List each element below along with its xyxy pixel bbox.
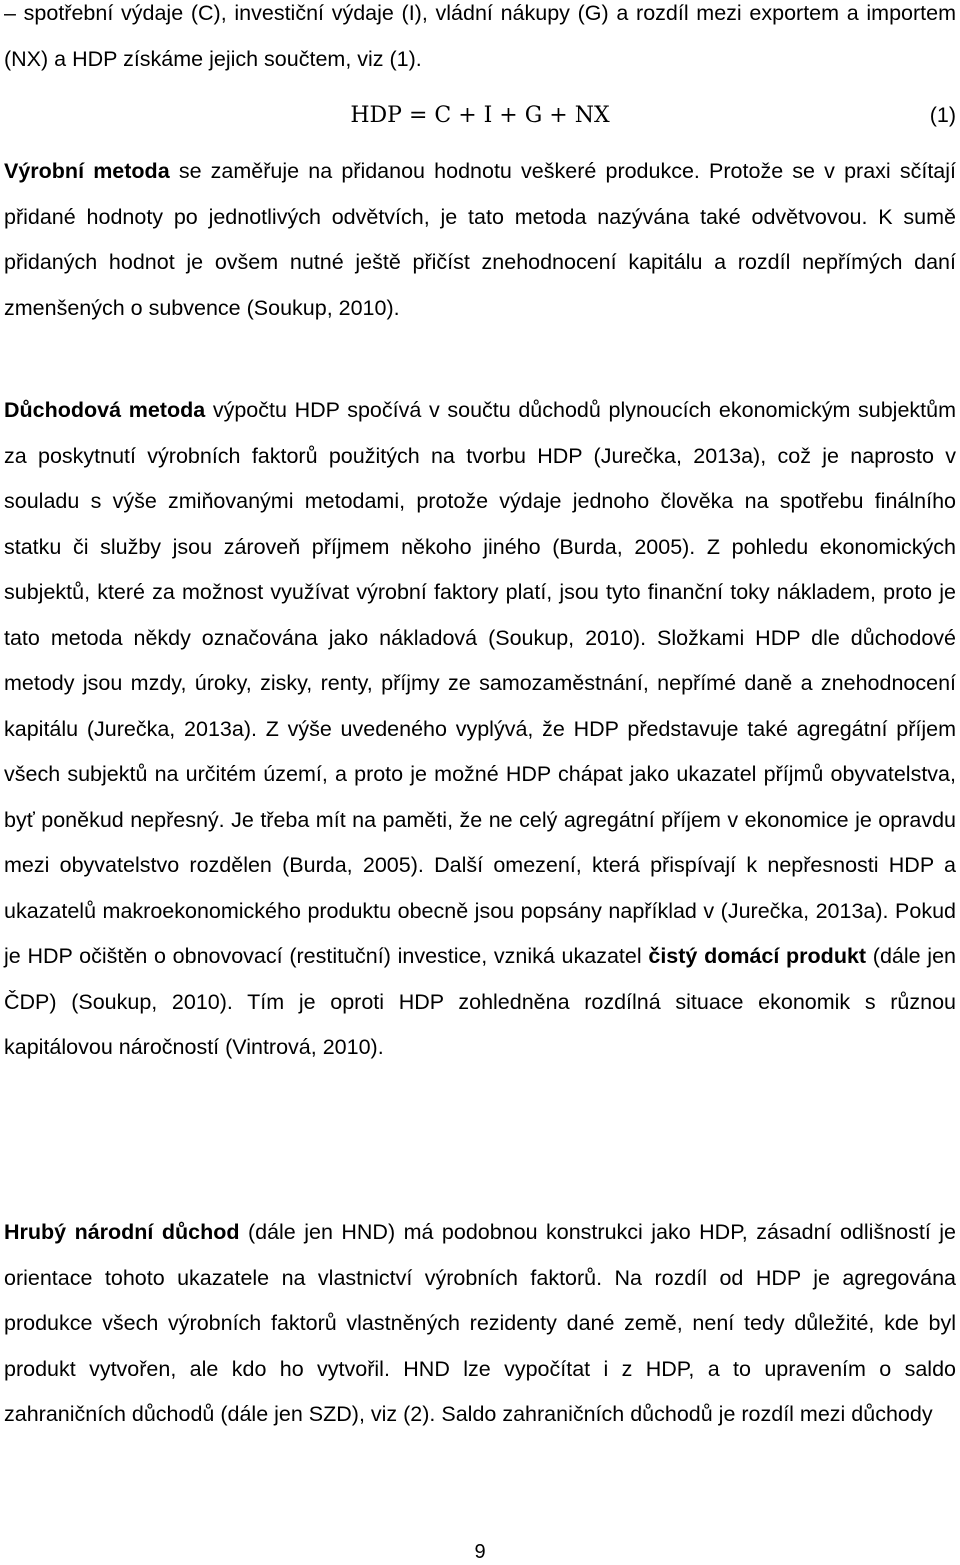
paragraph-text: – spotřební výdaje (C), investiční výdaje (I), vládní nákupy (G) a rozdíl mezi exportem a importem (NX) a HDP získáme jejich součtem, viz (1). <box>4 1 956 71</box>
paragraph-gross-national-income <box>4 1210 956 1438</box>
term-production-method: Výrobní metoda <box>4 159 170 183</box>
paragraph-text: se zaměřuje na přidanou hodnotu veškeré produkce. Protože se v praxi sčítají přidané hodnoty po jednotlivých odvětvích, je tato metoda nazývána také odvětvovou. K sumě přidaných hodnot je ovšem nutné ještě přičíst znehodnocení kapitálu a rozdíl nepřímých daní zmenšených o subvence (Soukup, 2010). <box>4 159 956 320</box>
term-net-domestic-product: čistý domácí produkt <box>648 944 867 968</box>
paragraph-text: výpočtu HDP spočívá v součtu důchodů plynoucích ekonomickým subjektům za poskytnutí výrobních faktorů použitých na tvorbu HDP (Jurečka, 2013a), což je naprosto v souladu s výše zmiňovanými metodami, protože výdaje jednoho člověka na spotřebu finálního statku či služby jsou zároveň příjmem někoho jiného (Burda, 2005). Z pohledu ekonomických subjektů, které za možnost využívat výrobní faktory platí, jsou tyto finanční toky nákladem, proto je tato metoda někdy označována jako nákladová (Soukup, 2010). Složkami HDP dle důchodové metody jsou mzdy, úroky, zisky, renty, příjmy ze samozaměstnání, nepřímé daně a znehodnocení kapitálu (Jurečka, 2013a). Z výše uvedeného vyplývá, že HDP představuje také agregátní příjem všech subjektů na určitém území, a proto je možné HDP chápat jako ukazatel příjmů obyvatelstva, byť poněkud nepřesný. Je třeba mít na paměti, že ne celý agregátní příjem v ekonomice je opravdu mezi obyvatelstvo rozdělen (Burda, 2005). Další omezení, která přispívají k nepřesnosti HDP a ukazatelů makroekonomického produktu obecně jsou popsány například v (Jurečka, 2013a). Pokud je HDP očištěn o obnovovací (restituční) investice, vzniká ukazatel <box>4 398 956 968</box>
page-number: 9 <box>474 1541 486 1563</box>
paragraph-production-method <box>4 149 956 331</box>
paragraph-expenditure-components <box>4 0 956 82</box>
term-gross-national-income: Hrubý národní důchod <box>4 1220 240 1244</box>
equation-number: (1) <box>929 103 956 127</box>
paragraph-text: (dále jen HND) má podobnou konstrukci jako HDP, zásadní odlišností je orientace tohoto ukazatele na vlastnictví výrobních faktorů. Na rozdíl od HDP je agregována produkce všech výrobních faktorů vlastněných rezidenty dané země, není tedy důležité, kde byl produkt vytvořen, ale kdo ho vytvořil. HND lze vypočítat i z HDP, a to upravením o saldo zahraničních důchodů (dále jen SZD), viz (2). Saldo zahraničních důchodů je rozdíl mezi důchody <box>4 1220 956 1426</box>
term-income-method: Důchodová metoda <box>4 398 206 422</box>
equation-1 <box>4 93 956 138</box>
equation-formula: HDP = C + I + G + NX <box>350 103 610 128</box>
paragraph-income-method <box>4 388 956 1071</box>
paragraph-text-continued: (dále jen ČDP) (Soukup, 2010). Tím je oproti HDP zohledněna rozdílná situace ekonomik s různou kapitálovou náročností (Vintrová, 2010). <box>4 944 956 1059</box>
